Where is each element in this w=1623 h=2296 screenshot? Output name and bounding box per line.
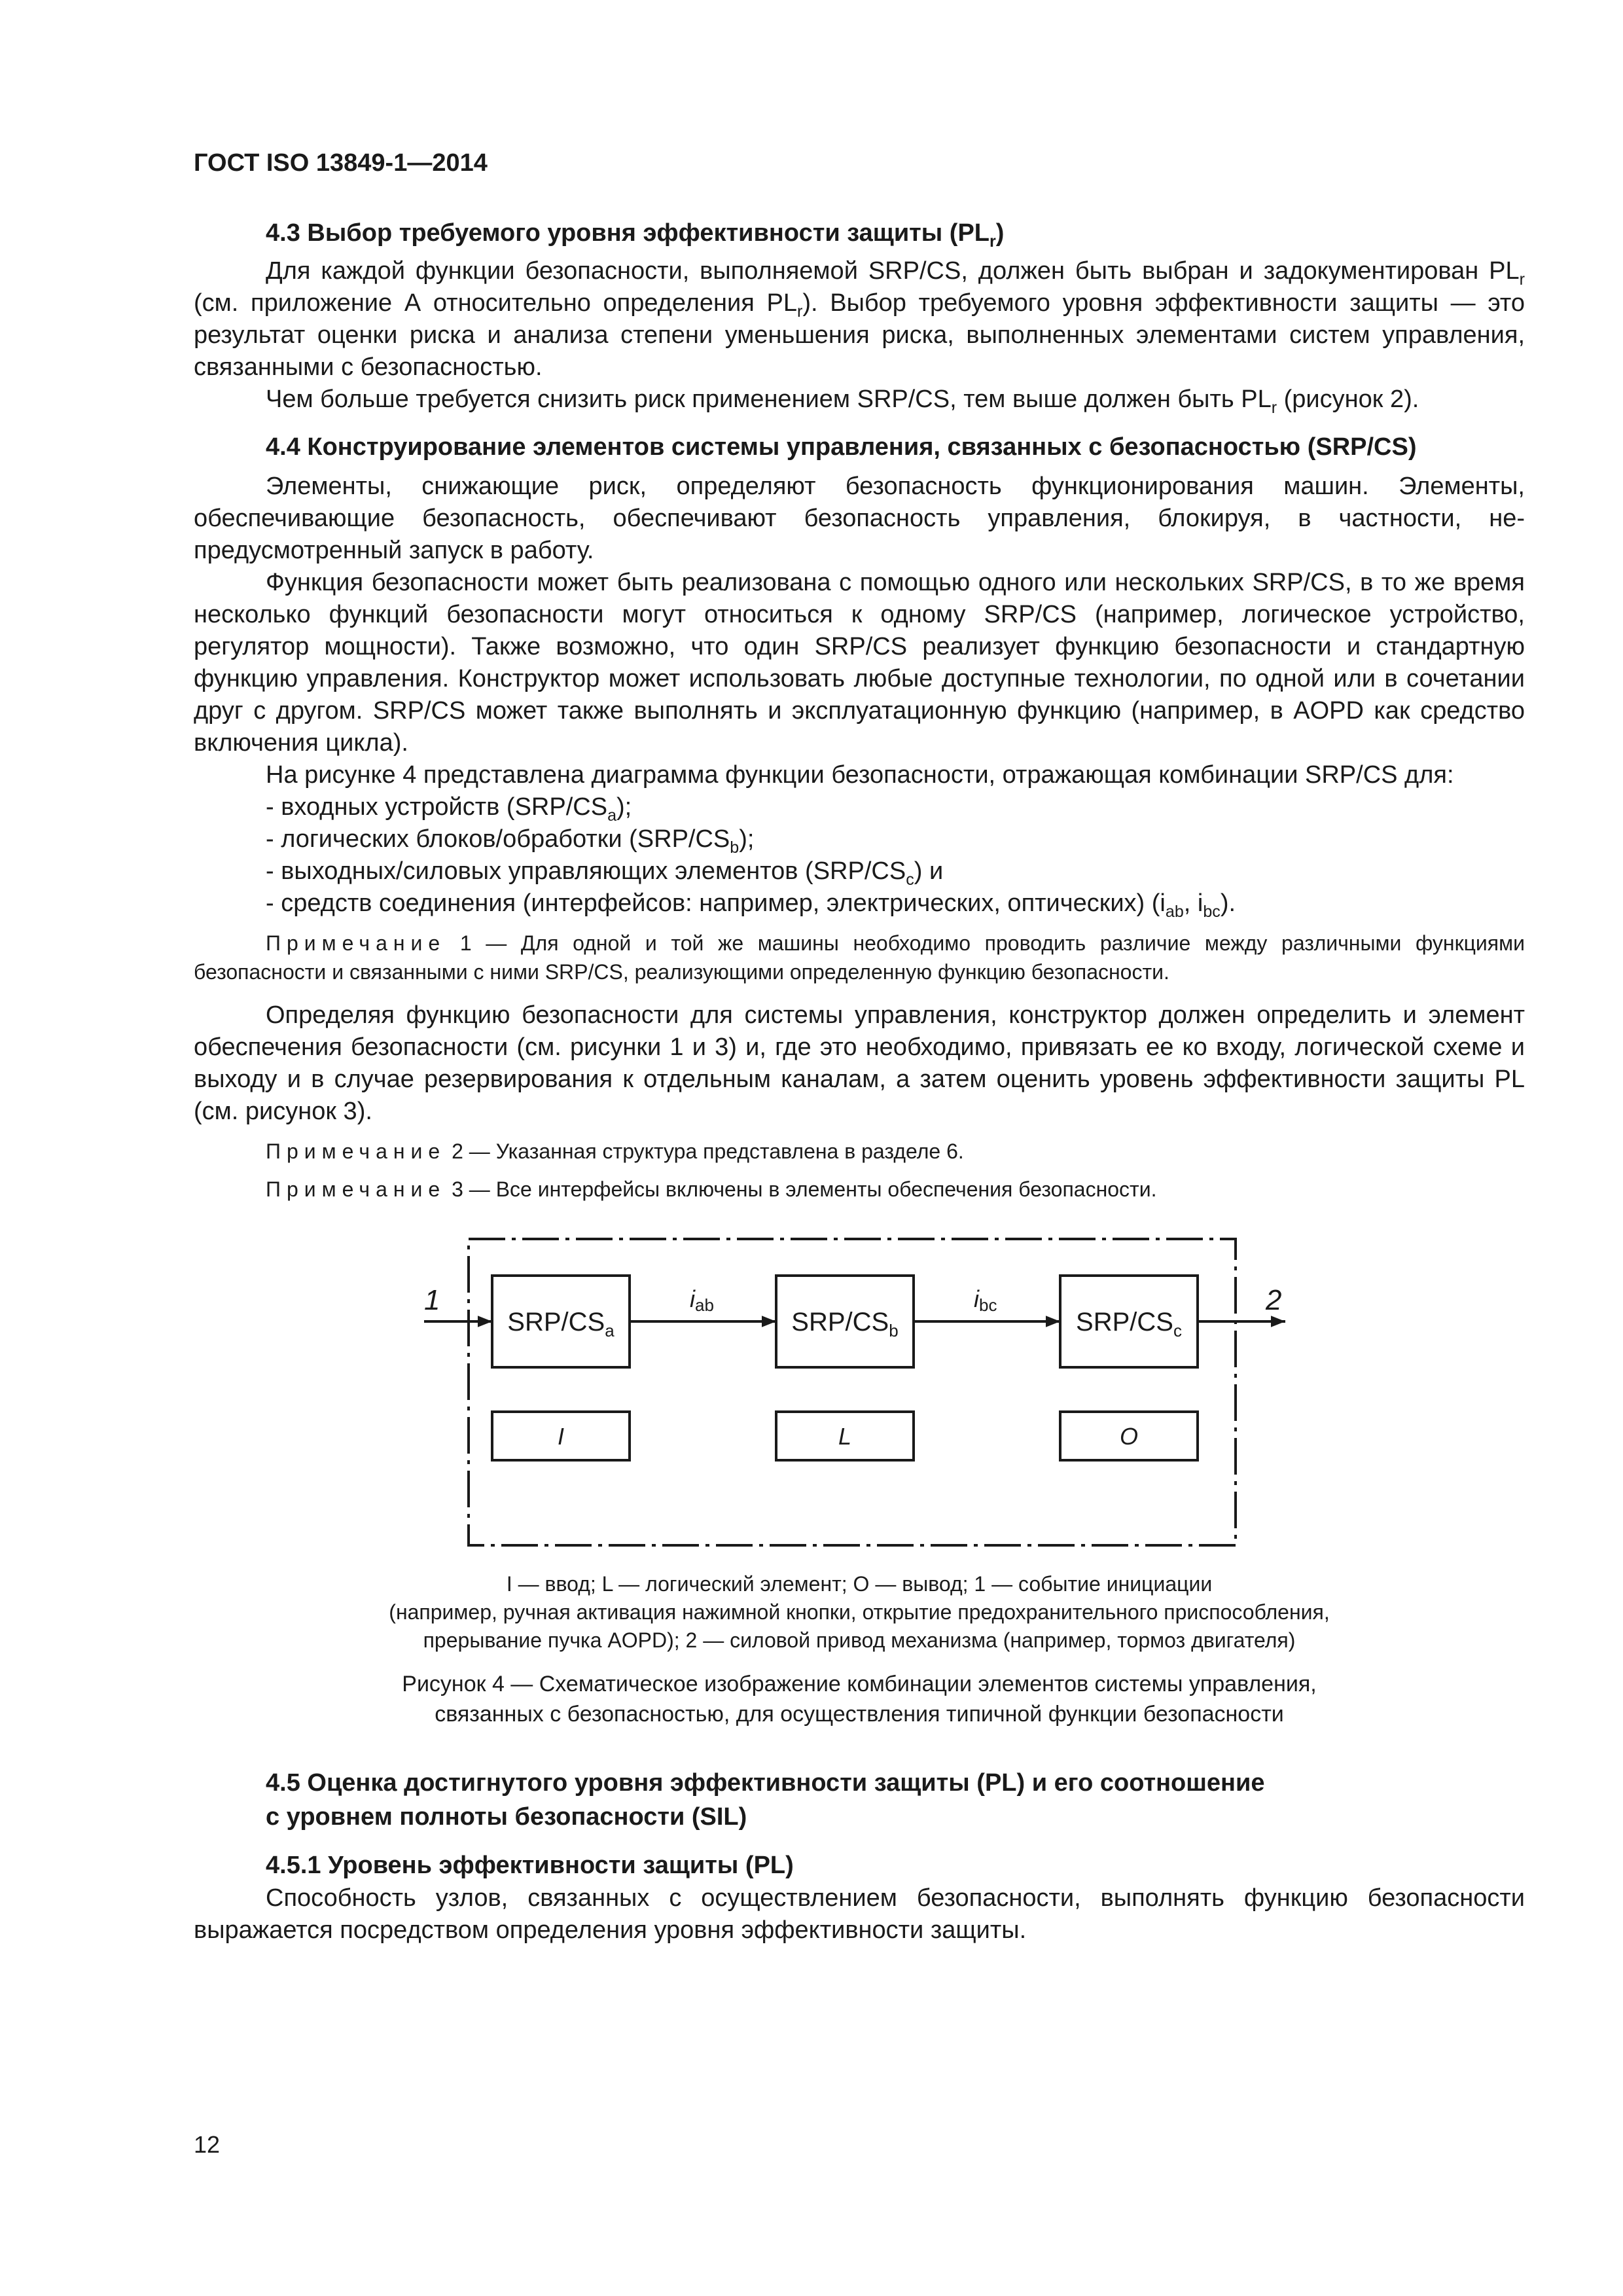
section-4-5-1-paragraph-1: Способность узлов, связанных с осуществлением безопасности, выполнять функцию безопасности выражается посредством определения уровня эффективности защиты.: [194, 1884, 1525, 1944]
page-number: 12: [194, 2131, 221, 2158]
main: i: [690, 1285, 695, 1312]
sub: a: [605, 1321, 615, 1340]
section-4-4-paragraph-1: Элементы, снижающие риск, определяют безопасность функционирования машин. Элементы, обеспечивающие безопасность, обеспечивают безопасность управления, блокируя, в частности, непредусмотренный запуск в работу.: [194, 473, 1525, 564]
section-4-3-paragraph-1: [194, 255, 1525, 384]
text: ). Выбор требуемого уровня эффективности защиты — это результат оценки риска и анализа степени уменьшения риска, выполненных элементами систем управления, связанными с безопасностью.: [194, 289, 1525, 381]
caption-line: связанных с безопасностью, для осуществления типичной функции безопасности: [435, 1702, 1284, 1727]
label-initiation-event: 1: [424, 1284, 440, 1316]
legend-line: (например, ручная активация нажимной кнопки, открытие предохранительного приспособления,: [389, 1600, 1330, 1624]
text: );: [616, 793, 632, 821]
title-line: с уровнем полноты безопасности (SIL): [266, 1803, 747, 1831]
section-4-4-title: 4.4 Конструирование элементов системы управления, связанных с безопасностью (SRP/CS): [266, 433, 1417, 461]
section-4-4-paragraph-2: Функция безопасности может быть реализована с помощью одного или нескольких SRP/CS, в то же время несколько функций безопасности могут относиться к одному SRP/CS (например, логическое устройство, регулятор мощности). Также возможно, что один SRP/CS реализует функцию безопасности и стандартную функцию управления. Конструктор может использовать любые доступные технологии, по одной или в сочетании друг с другом. SRP/CS может также выполнять и эксплуатационную функцию (например, в AOPD как средство включения цикла).: [194, 569, 1525, 757]
legend-line: I — ввод; L — логический элемент; O — вывод; 1 — событие инициации: [506, 1572, 1213, 1596]
section-4-4-paragraph-3: На рисунке 4 представлена диаграмма функции безопасности, отражающая комбинации SRP/CS для:: [266, 761, 1454, 789]
sub: b: [889, 1321, 899, 1340]
note-text: 3 — Все интерфейсы включены в элементы обеспечения безопасности.: [446, 1177, 1157, 1201]
note-label: Примечание: [266, 931, 446, 955]
main: SRP/CS: [507, 1308, 605, 1336]
text: - выходных/силовых управляющих элементов (SRP/CS: [266, 857, 906, 885]
srp-cs-c-label: [1076, 1308, 1182, 1340]
title-text: 4.3 Выбор требуемого уровня эффективности защиты (PL: [266, 219, 990, 247]
subscript: a: [607, 806, 617, 825]
text: ).: [1220, 889, 1236, 917]
logic-box-label: L: [838, 1423, 852, 1450]
title-line: 4.5 Оценка достигнутого уровня эффективности защиты (PL) и его соотношение: [266, 1769, 1265, 1797]
note-label: Примечание: [266, 1177, 446, 1201]
interface-bc-label: [974, 1285, 997, 1315]
page-content: [194, 216, 1525, 1946]
figure-4-caption: [194, 1669, 1525, 1729]
document-header: ГОСТ ISO 13849-1—2014: [194, 149, 488, 177]
sub: c: [1173, 1321, 1182, 1340]
subscript: bc: [1203, 902, 1221, 921]
text: ) и: [914, 857, 944, 885]
sub: ab: [695, 1295, 714, 1315]
subscript: r: [990, 232, 996, 251]
text: Чем больше требуется снизить риск применением SRP/CS, тем выше должен быть PL: [266, 386, 1272, 413]
srp-cs-b-label: [791, 1308, 898, 1340]
section-4-4-paragraph-4: Определяя функцию безопасности для системы управления, конструктор должен определить и элемент обеспечения безопасности (см. рисунки 1 и 3) и, где это необходимо, привязать ее ко входу, логической схеме и выходу и в случае резервирования к отдельным каналам, а затем оценить уровень эффективности защиты PL (см. рисунок 3).: [194, 1001, 1525, 1125]
section-4-5-title: [266, 1766, 1525, 1834]
section-4-3-paragraph-2: [194, 384, 1525, 416]
subscript: r: [1519, 270, 1525, 289]
subscript: c: [906, 870, 914, 889]
subscript: b: [730, 838, 740, 857]
text: - входных устройств (SRP/CS: [266, 793, 608, 821]
list-item: [266, 823, 1525, 855]
main: SRP/CS: [791, 1308, 889, 1336]
list-item: [266, 888, 1525, 920]
interface-ab-label: [690, 1285, 714, 1315]
section-4-5-1-title: 4.5.1 Уровень эффективности защиты (PL): [266, 1852, 794, 1879]
note-label: Примечание: [266, 1139, 446, 1163]
text: - средств соединения (интерфейсов: например, электрических, оптических) (i: [266, 889, 1166, 917]
text: (рисунок 2).: [1277, 386, 1419, 413]
label-machine-actuator: 2: [1266, 1284, 1282, 1316]
note-1: [194, 929, 1525, 986]
output-box-label: O: [1119, 1423, 1139, 1450]
sub: bc: [979, 1295, 997, 1315]
caption-line: Рисунок 4 — Схематическое изображение комбинации элементов системы управления,: [402, 1672, 1317, 1696]
safety-function-boundary: [469, 1239, 1236, 1545]
text: (см. приложение А относительно определения PL: [194, 289, 797, 317]
figure-4-diagram: [194, 1213, 1525, 1566]
text: , i: [1183, 889, 1204, 917]
legend-line: прерывание пучка AOPD); 2 — силовой привод механизма (например, тормоз двигателя): [423, 1628, 1296, 1652]
list-item: [266, 791, 1525, 823]
subscript: r: [796, 302, 803, 321]
section-4-3-title: [266, 216, 1525, 250]
note-2: [194, 1137, 1525, 1166]
main: i: [974, 1285, 979, 1312]
main: SRP/CS: [1076, 1308, 1173, 1336]
list-item: [266, 855, 1525, 888]
note-3: [194, 1175, 1525, 1204]
text: Для каждой функции безопасности, выполняемой SRP/CS, должен быть выбран и задокументирован PL: [266, 257, 1520, 285]
note-text: 1 — Для одной и той же машины необходимо проводить различие между различными функциями безопасности и связанными с ними SRP/CS, реализующими определенную функцию безопасности.: [194, 931, 1525, 984]
subscript: ab: [1165, 902, 1184, 921]
text: - логических блоков/обработки (SRP/CS: [266, 825, 730, 853]
input-box-label: I: [557, 1423, 565, 1450]
subscript: r: [1271, 398, 1277, 417]
title-text: ): [995, 219, 1005, 247]
note-text: 2 — Указанная структура представлена в разделе 6.: [446, 1139, 964, 1163]
srp-cs-a-label: [507, 1308, 615, 1340]
text: );: [739, 825, 755, 853]
figure-4: [194, 1213, 1525, 1566]
figure-4-legend: [194, 1570, 1525, 1655]
